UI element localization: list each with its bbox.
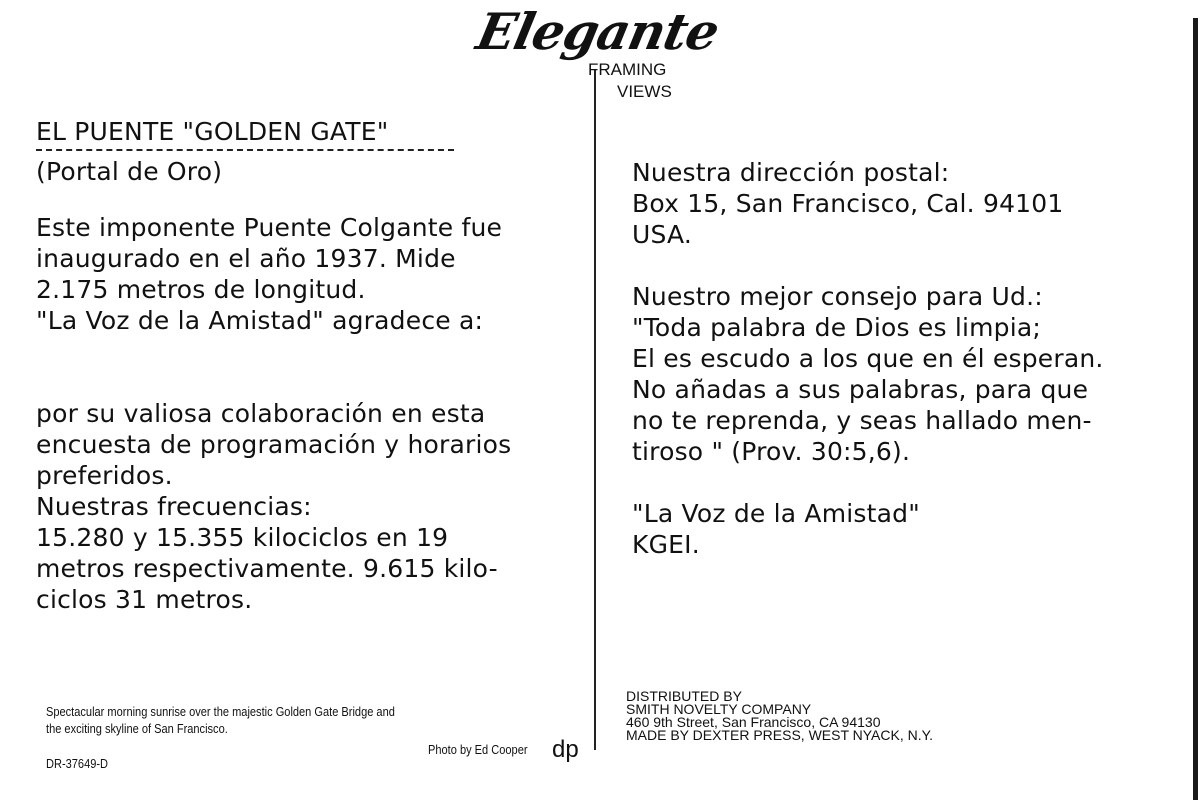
distributor-line: SMITH NOVELTY COMPANY xyxy=(626,701,812,717)
blank-space xyxy=(632,250,1104,281)
blank-space xyxy=(36,336,511,367)
distributor-line: 460 9th Street, San Francisco, CA 94130 xyxy=(626,714,881,730)
distributor-block xyxy=(626,690,933,742)
left-text-column xyxy=(36,212,511,615)
text-line: KGEI. xyxy=(632,530,700,559)
postcard-subtitle: (Portal de Oro) xyxy=(36,157,223,186)
right-text-column xyxy=(632,157,1104,560)
text-line: Box 15, San Francisco, Cal. 94101 xyxy=(632,189,1064,218)
text-line: ciclos 31 metros. xyxy=(36,585,253,614)
text-line: "La Voz de la Amistad" agradece a: xyxy=(36,306,484,335)
logo-views: VIEWS xyxy=(617,82,672,101)
text-line: inaugurado en el año 1937. Mide xyxy=(36,244,456,273)
text-line: Nuestra dirección postal: xyxy=(632,158,950,187)
title-dashed-underline xyxy=(36,149,454,151)
blank-space xyxy=(632,467,1104,498)
text-line: "Toda palabra de Dios es limpia; xyxy=(632,313,1042,342)
text-line: encuesta de programación y horarios xyxy=(36,430,512,459)
caption-line: Spectacular morning sunrise over the majestic Golden Gate Bridge and xyxy=(46,704,395,719)
scan-edge-bar xyxy=(1193,18,1198,800)
text-line: Nuestras frecuencias: xyxy=(36,492,312,521)
text-line: no te reprenda, y seas hallado men- xyxy=(632,406,1092,435)
text-line: 15.280 y 15.355 kilociclos en 19 xyxy=(36,523,449,552)
logo-framing: FRAMING xyxy=(588,60,667,79)
distributor-line: MADE BY DEXTER PRESS, WEST NYACK, N.Y. xyxy=(626,727,934,743)
photo-credit: Photo by Ed Cooper xyxy=(428,742,528,757)
text-line: por su valiosa colaboración en esta xyxy=(36,399,486,428)
text-line: 2.175 metros de longitud. xyxy=(36,275,366,304)
caption-line: the exciting skyline of San Francisco. xyxy=(46,721,228,736)
blank-space xyxy=(36,367,511,398)
text-line: El es escudo a los que en él esperan. xyxy=(632,344,1104,373)
logo-script: Elegante xyxy=(471,2,724,61)
photo-caption xyxy=(46,703,395,737)
center-divider-line xyxy=(594,70,596,750)
text-line: No añadas a sus palabras, para que xyxy=(632,375,1089,404)
text-line: Nuestro mejor consejo para Ud.: xyxy=(632,282,1043,311)
text-line: Este imponente Puente Colgante fue xyxy=(36,213,503,242)
dp-mark: dp xyxy=(552,736,579,763)
postcard-title: EL PUENTE "GOLDEN GATE" xyxy=(36,117,389,146)
text-line: tiroso " (Prov. 30:5,6). xyxy=(632,437,911,466)
text-line: "La Voz de la Amistad" xyxy=(632,499,920,528)
distributor-line: DISTRIBUTED BY xyxy=(626,688,742,704)
product-code: DR-37649-D xyxy=(46,756,109,771)
text-line: preferidos. xyxy=(36,461,173,490)
text-line: USA. xyxy=(632,220,693,249)
text-line: metros respectivamente. 9.615 kilo- xyxy=(36,554,498,583)
